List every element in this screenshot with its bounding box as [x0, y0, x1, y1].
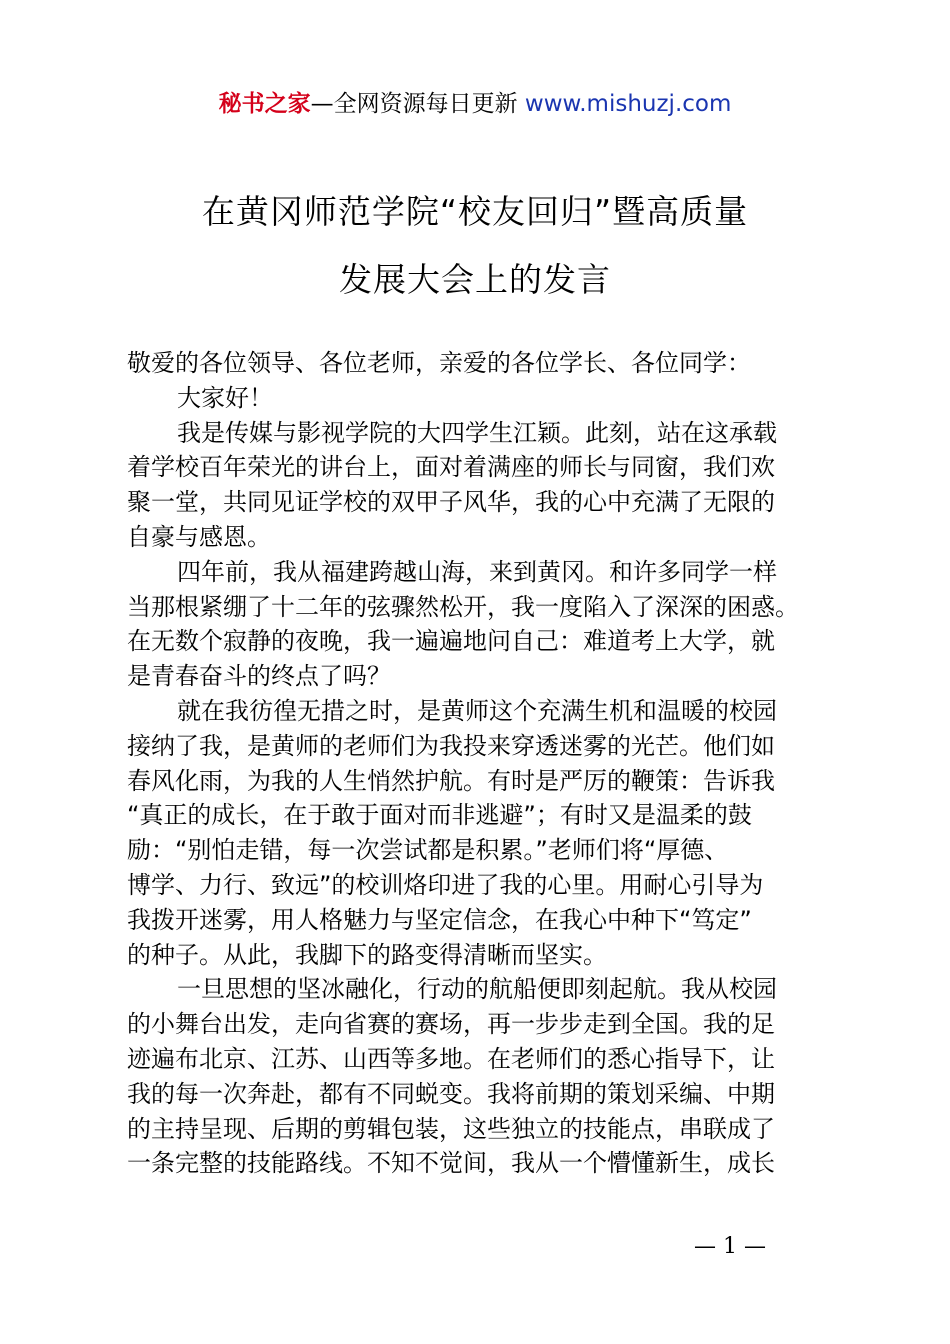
- body-line: 的主持呈现、后期的剪辑包装，这些独立的技能点，串联成了: [127, 1114, 775, 1143]
- body-line: 的小舞台出发，走向省赛的赛场，再一步步走到全国。我的足: [127, 1010, 775, 1039]
- body-line: “真正的成长，在于敢于面对而非逃避”；有时又是温柔的鼓: [127, 801, 752, 830]
- body-line: 一旦思想的坚冰融化，行动的航船便即刻起航。我从校园: [177, 975, 777, 1004]
- body-line: 我是传媒与影视学院的大四学生江颖。此刻，站在这承载: [177, 418, 777, 447]
- body-line: 接纳了我，是黄师的老师们为我投来穿透迷雾的光芒。他们如: [127, 731, 775, 760]
- page-number: — 1 —: [694, 1234, 766, 1259]
- body-line: 就在我彷徨无措之时，是黄师这个充满生机和温暖的校园: [177, 696, 777, 725]
- brand-name: 秘书之家: [218, 91, 311, 117]
- body-line: 一条完整的技能路线。不知不觉间，我从一个懵懂新生，成长: [127, 1149, 775, 1178]
- body-line: 着学校百年荣光的讲台上，面对着满座的师长与同窗，我们欢: [127, 453, 775, 482]
- body-line: 敬爱的各位领导、各位老师，亲爱的各位学长、各位同学：: [127, 349, 751, 377]
- body-line: 博学、力行、致远”的校训烙印进了我的心里。用耐心引导为: [127, 870, 764, 899]
- body-line: 是青春奋斗的终点了吗？: [127, 662, 391, 691]
- body-line: 当那根紧绷了十二年的弦骤然松开，我一度陷入了深深的困惑。: [127, 592, 799, 621]
- document-title-line-1: 在黄冈师范学院“校友回归”暨高质量: [201, 192, 749, 231]
- body-line: 迹遍布北京、江苏、山西等多地。在老师们的悉心指导下，让: [127, 1044, 775, 1073]
- body-line: 励：“别怕走错，每一次尝试都是积累。”老师们将“厚德、: [127, 836, 729, 865]
- document-title-line-2: 发展大会上的发言: [339, 260, 611, 299]
- header-tagline: —全网资源每日更新: [310, 91, 518, 117]
- body-line: 我拨开迷雾，用人格魅力与坚定信念，在我心中种下“笃定”: [127, 905, 752, 934]
- body-line: 我的每一次奔赴，都有不同蜕变。我将前期的策划采编、中期: [127, 1079, 775, 1108]
- site-header: [0, 86, 950, 122]
- body-line: 自豪与感恩。: [127, 522, 271, 551]
- body-line: 大家好！: [177, 383, 273, 412]
- speech-body: [127, 346, 833, 1181]
- site-url-link[interactable]: www.mishuzj.com: [524, 91, 732, 117]
- body-line: 聚一堂，共同见证学校的双甲子风华，我的心中充满了无限的: [127, 488, 775, 517]
- body-line: 四年前，我从福建跨越山海，来到黄冈。和许多同学一样: [177, 557, 777, 586]
- body-line: 春风化雨，为我的人生悄然护航。有时是严厉的鞭策：告诉我: [127, 766, 775, 795]
- body-line: 的种子。从此，我脚下的路变得清晰而坚实。: [127, 940, 607, 969]
- body-line: 在无数个寂静的夜晚，我一遍遍地问自己：难道考上大学，就: [127, 627, 775, 656]
